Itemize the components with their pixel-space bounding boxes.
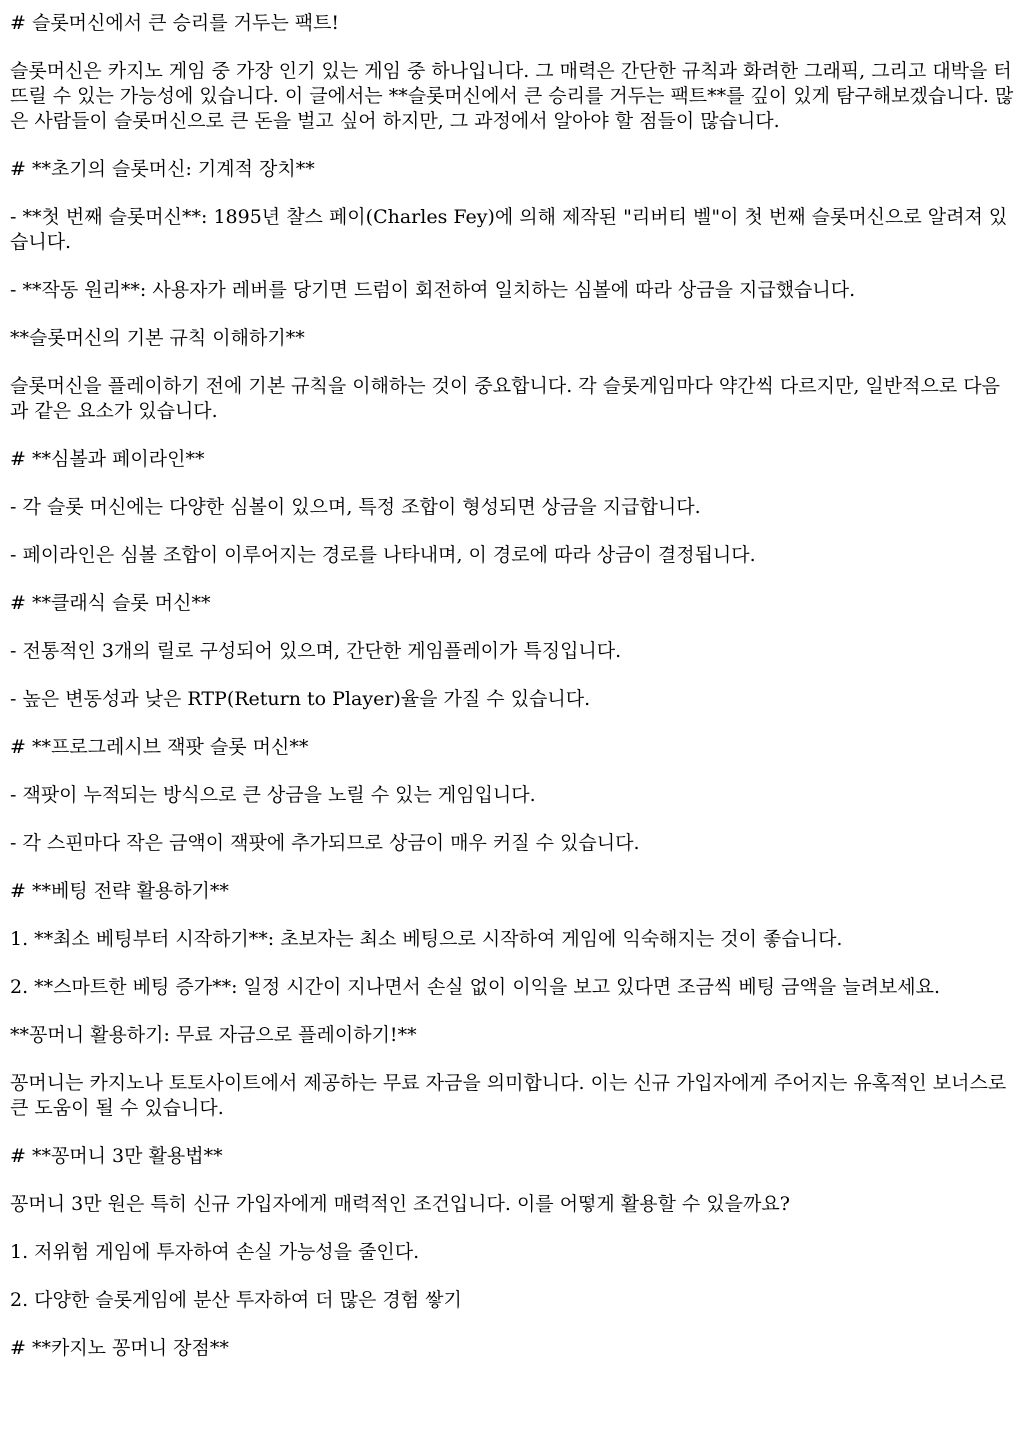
list-item-jackpot-spin: - 각 스핀마다 작은 금액이 잭팟에 추가되므로 상금이 매우 커질 수 있습니다. <box>10 832 640 854</box>
list-item-operating-principle: - **작동 원리**: 사용자가 레버를 당기면 드럼이 회전하여 일치하는 심볼에 따라 상금을 지급했습니다. <box>10 279 856 301</box>
heading-early-slot-machines: # **초기의 슬롯머신: 기계적 장치** <box>10 158 315 180</box>
list-item-smart-bet-increase: 2. **스마트한 베팅 증가**: 일정 시간이 지나면서 손실 없이 이익을 보고 있다면 조금씩 베팅 금액을 늘려보세요. <box>10 976 941 998</box>
heading-classic-slots: # **클래식 슬롯 머신** <box>10 592 211 614</box>
list-item-jackpot-accumulates: - 잭팟이 누적되는 방식으로 큰 상금을 노릴 수 있는 게임입니다. <box>10 784 536 806</box>
list-item-low-risk-games: 1. 저위험 게임에 투자하여 손실 가능성을 줄인다. <box>10 1241 420 1263</box>
heading-free-money: **꽁머니 활용하기: 무료 자금으로 플레이하기!** <box>10 1024 417 1046</box>
intro-paragraph: 슬롯머신은 카지노 게임 중 가장 인기 있는 게임 중 하나입니다. 그 매력은 간단한 규칙과 화려한 그래픽, 그리고 대박을 터뜨릴 수 있는 가능성에 있습니다. 이 글에서는 **슬롯머신에서 큰 승리를 거두는 팩트**를 깊이 있게 탐구해보겠습니다. 많은 사람들이 슬롯머신으로 큰 돈을 벌고 싶어 하지만, 그 과정에서 알아야 할 점들이 많습니다. <box>10 60 1014 132</box>
list-item-first-slot-machine: - **첫 번째 슬롯머신**: 1895년 찰스 페이(Charles Fey)에 의해 제작된 "리버티 벨"이 첫 번째 슬롯머신으로 알려져 있습니다. <box>10 206 1008 253</box>
heading-main-title: # 슬롯머신에서 큰 승리를 거두는 팩트! <box>10 12 340 34</box>
list-item-paylines: - 페이라인은 심볼 조합이 이루어지는 경로를 나타내며, 이 경로에 따라 상금이 결정됩니다. <box>10 544 756 566</box>
list-item-minimum-bet: 1. **최소 베팅부터 시작하기**: 초보자는 최소 베팅으로 시작하여 게임에 익숙해지는 것이 좋습니다. <box>10 928 843 950</box>
heading-free-money-30k: # **꽁머니 3만 활용법** <box>10 1145 223 1167</box>
list-item-diversify-games: 2. 다양한 슬롯게임에 분산 투자하여 더 많은 경험 쌓기 <box>10 1289 462 1311</box>
list-item-classic-reels: - 전통적인 3개의 릴로 구성되어 있으며, 간단한 게임플레이가 특징입니다. <box>10 640 622 662</box>
heading-basic-rules: **슬롯머신의 기본 규칙 이해하기** <box>10 327 305 349</box>
heading-progressive-jackpot: # **프로그레시브 잭팟 슬롯 머신** <box>10 736 309 758</box>
free-money-paragraph: 꽁머니는 카지노나 토토사이트에서 제공하는 무료 자금을 의미합니다. 이는 신규 가입자에게 주어지는 유혹적인 보너스로 큰 도움이 될 수 있습니다. <box>10 1072 1007 1119</box>
free-money-30k-paragraph: 꽁머니 3만 원은 특히 신규 가입자에게 매력적인 조건입니다. 이를 어떻게 활용할 수 있을까요? <box>10 1193 790 1215</box>
list-item-classic-volatility: - 높은 변동성과 낮은 RTP(Return to Player)율을 가질 수 있습니다. <box>10 688 591 710</box>
document-body <box>10 11 1014 1384</box>
heading-symbols-paylines: # **심볼과 페이라인** <box>10 448 205 470</box>
heading-casino-free-money-benefits: # **카지노 꽁머니 장점** <box>10 1337 229 1359</box>
heading-betting-strategy: # **베팅 전략 활용하기** <box>10 880 229 902</box>
list-item-symbols: - 각 슬롯 머신에는 다양한 심볼이 있으며, 특정 조합이 형성되면 상금을 지급합니다. <box>10 496 701 518</box>
basic-rules-paragraph: 슬롯머신을 플레이하기 전에 기본 규칙을 이해하는 것이 중요합니다. 각 슬롯게임마다 약간씩 다르지만, 일반적으로 다음과 같은 요소가 있습니다. <box>10 375 1000 422</box>
